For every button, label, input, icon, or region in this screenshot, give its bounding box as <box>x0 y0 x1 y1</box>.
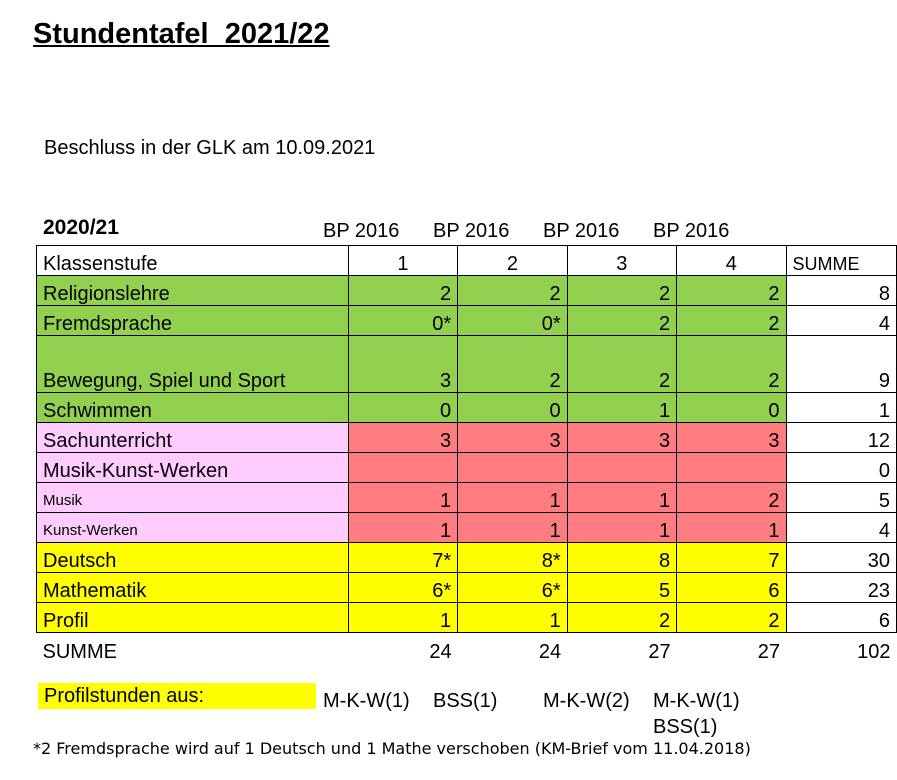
hours-cell: 2 <box>677 603 786 633</box>
table-header-row <box>37 246 897 276</box>
table-row <box>37 423 897 453</box>
bp-label-4: BP 2016 <box>653 220 730 242</box>
hours-cell: 1 <box>348 513 457 543</box>
header-grade-2: 2 <box>458 246 567 276</box>
header-grade-1: 1 <box>348 246 457 276</box>
hours-cell: 0* <box>348 306 457 336</box>
row-sum: 6 <box>786 603 896 633</box>
hours-cell: 2 <box>677 336 786 393</box>
profil-grade-1: M-K-W(1) <box>323 690 410 712</box>
profil-grade-2: BSS(1) <box>433 690 498 712</box>
table-row <box>37 573 897 603</box>
bp-label-2: BP 2016 <box>433 220 510 242</box>
hours-cell: 2 <box>677 483 786 513</box>
total-label: SUMME <box>37 633 349 663</box>
hours-cell: 2 <box>567 603 676 633</box>
total-cell: 27 <box>567 633 676 663</box>
subject-label: Bewegung, Spiel und Sport <box>37 336 349 393</box>
hours-cell: 2 <box>567 306 676 336</box>
profil-grade-4-extra: BSS(1) <box>653 716 718 738</box>
row-sum: 4 <box>786 513 896 543</box>
hours-cell: 8* <box>458 543 567 573</box>
row-sum: 4 <box>786 306 896 336</box>
row-sum: 12 <box>786 423 896 453</box>
hours-cell: 7* <box>348 543 457 573</box>
hours-cell <box>677 453 786 483</box>
table-row <box>37 543 897 573</box>
hours-cell: 8 <box>567 543 676 573</box>
row-sum: 8 <box>786 276 896 306</box>
resolution-note: Beschluss in der GLK am 10.09.2021 <box>44 137 376 159</box>
hours-cell: 2 <box>458 276 567 306</box>
subject-label: Mathematik <box>37 573 349 603</box>
year-label: 2020/21 <box>43 216 119 239</box>
table-row <box>37 306 897 336</box>
header-sum: SUMME <box>786 246 896 276</box>
row-sum: 9 <box>786 336 896 393</box>
hours-cell: 3 <box>348 423 457 453</box>
header-grade-4: 4 <box>677 246 786 276</box>
hours-cell: 7 <box>677 543 786 573</box>
hours-cell: 2 <box>458 336 567 393</box>
hours-cell: 2 <box>677 306 786 336</box>
subject-label: Profil <box>37 603 349 633</box>
hours-cell: 1 <box>458 483 567 513</box>
hours-cell: 3 <box>348 336 457 393</box>
page-title: Stundentafel 2021/22 <box>33 18 330 50</box>
table-row <box>37 336 897 393</box>
table-row <box>37 393 897 423</box>
hours-cell: 3 <box>677 423 786 453</box>
total-cell: 27 <box>677 633 786 663</box>
total-row <box>37 633 897 663</box>
profil-grade-4: M-K-W(1) <box>653 690 740 712</box>
hours-cell: 2 <box>567 276 676 306</box>
hours-cell <box>348 453 457 483</box>
hours-cell: 0 <box>348 393 457 423</box>
hours-cell: 1 <box>458 603 567 633</box>
subject-label: Sachunterricht <box>37 423 349 453</box>
hours-cell: 5 <box>567 573 676 603</box>
hours-cell: 0 <box>458 393 567 423</box>
row-sum: 0 <box>786 453 896 483</box>
profil-grade-3: M-K-W(2) <box>543 690 630 712</box>
bp-label-1: BP 2016 <box>323 220 400 242</box>
subject-label: Musik <box>37 483 349 513</box>
total-cell: 24 <box>348 633 457 663</box>
hours-cell: 0* <box>458 306 567 336</box>
hours-cell: 0 <box>677 393 786 423</box>
bp-label-3: BP 2016 <box>543 220 620 242</box>
hours-cell: 2 <box>348 276 457 306</box>
hours-cell: 2 <box>567 336 676 393</box>
table-row <box>37 453 897 483</box>
hours-cell: 1 <box>567 393 676 423</box>
hours-cell <box>567 453 676 483</box>
timetable <box>36 245 897 663</box>
subject-label: Deutsch <box>37 543 349 573</box>
total-cell: 24 <box>458 633 567 663</box>
profil-label: Profilstunden aus: <box>38 683 316 709</box>
table-row <box>37 276 897 306</box>
hours-cell: 6* <box>458 573 567 603</box>
header-label: Klassenstufe <box>37 246 349 276</box>
hours-cell: 1 <box>567 483 676 513</box>
hours-cell: 6* <box>348 573 457 603</box>
header-grade-3: 3 <box>567 246 676 276</box>
hours-cell: 1 <box>677 513 786 543</box>
subject-label: Religionslehre <box>37 276 349 306</box>
table-row <box>37 603 897 633</box>
hours-cell: 2 <box>677 276 786 306</box>
subject-label: Kunst-Werken <box>37 513 349 543</box>
hours-cell: 3 <box>458 423 567 453</box>
row-sum: 30 <box>786 543 896 573</box>
hours-cell: 3 <box>567 423 676 453</box>
hours-cell: 6 <box>677 573 786 603</box>
subject-label: Schwimmen <box>37 393 349 423</box>
hours-cell: 1 <box>458 513 567 543</box>
row-sum: 1 <box>786 393 896 423</box>
subject-label: Fremdsprache <box>37 306 349 336</box>
hours-cell: 1 <box>348 603 457 633</box>
row-sum: 23 <box>786 573 896 603</box>
hours-cell: 1 <box>567 513 676 543</box>
hours-cell <box>458 453 567 483</box>
table-row <box>37 483 897 513</box>
table-row <box>37 513 897 543</box>
subject-label: Musik-Kunst-Werken <box>37 453 349 483</box>
row-sum: 5 <box>786 483 896 513</box>
hours-cell: 1 <box>348 483 457 513</box>
footnote: *2 Fremdsprache wird auf 1 Deutsch und 1 Mathe verschoben (KM-Brief vom 11.04.2018) <box>33 739 751 758</box>
grand-total: 102 <box>786 633 896 663</box>
